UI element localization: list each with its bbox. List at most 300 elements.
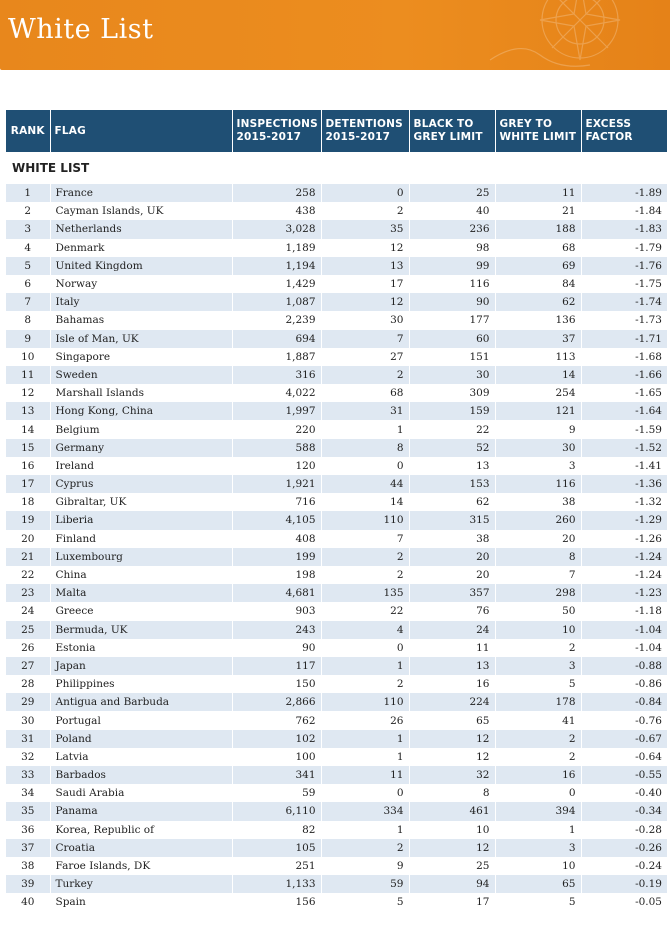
cell-inspections: 2,866 <box>232 693 321 711</box>
cell-detentions: 1 <box>321 657 409 675</box>
cell-inspections: 105 <box>232 839 321 857</box>
cell-flag: Germany <box>50 439 232 457</box>
cell-excess-factor: -0.64 <box>581 748 667 766</box>
cell-rank: 30 <box>6 711 50 729</box>
cell-black-to-grey: 309 <box>409 384 495 402</box>
cell-excess-factor: -1.75 <box>581 275 667 293</box>
table-row <box>6 384 667 402</box>
table-row <box>6 893 667 911</box>
cell-inspections: 117 <box>232 657 321 675</box>
cell-grey-to-white: 0 <box>495 784 581 802</box>
cell-rank: 1 <box>6 184 50 202</box>
cell-flag: Cayman Islands, UK <box>50 202 232 220</box>
cell-black-to-grey: 315 <box>409 511 495 529</box>
cell-inspections: 258 <box>232 184 321 202</box>
cell-grey-to-white: 7 <box>495 566 581 584</box>
cell-excess-factor: -1.24 <box>581 548 667 566</box>
cell-grey-to-white: 394 <box>495 802 581 820</box>
cell-excess-factor: -1.59 <box>581 420 667 438</box>
cell-inspections: 341 <box>232 766 321 784</box>
cell-rank: 25 <box>6 621 50 639</box>
cell-grey-to-white: 3 <box>495 657 581 675</box>
cell-black-to-grey: 20 <box>409 566 495 584</box>
cell-grey-to-white: 11 <box>495 184 581 202</box>
cell-detentions: 11 <box>321 766 409 784</box>
cell-flag: Turkey <box>50 875 232 893</box>
cell-detentions: 12 <box>321 239 409 257</box>
cell-flag: Gibraltar, UK <box>50 493 232 511</box>
cell-detentions: 2 <box>321 548 409 566</box>
cell-black-to-grey: 13 <box>409 457 495 475</box>
cell-detentions: 2 <box>321 566 409 584</box>
cell-detentions: 0 <box>321 457 409 475</box>
cell-flag: Hong Kong, China <box>50 402 232 420</box>
header-rank: RANK <box>6 110 50 152</box>
cell-grey-to-white: 9 <box>495 420 581 438</box>
cell-excess-factor: -0.26 <box>581 839 667 857</box>
cell-black-to-grey: 24 <box>409 621 495 639</box>
cell-detentions: 59 <box>321 875 409 893</box>
table-row <box>6 711 667 729</box>
cell-flag: Sweden <box>50 366 232 384</box>
cell-black-to-grey: 17 <box>409 893 495 911</box>
cell-rank: 31 <box>6 730 50 748</box>
cell-detentions: 2 <box>321 675 409 693</box>
cell-grey-to-white: 116 <box>495 475 581 493</box>
cell-flag: Bermuda, UK <box>50 621 232 639</box>
cell-excess-factor: -0.28 <box>581 821 667 839</box>
cell-excess-factor: -1.65 <box>581 384 667 402</box>
cell-flag: Croatia <box>50 839 232 857</box>
cell-detentions: 31 <box>321 402 409 420</box>
cell-excess-factor: -1.52 <box>581 439 667 457</box>
cell-grey-to-white: 5 <box>495 893 581 911</box>
cell-inspections: 694 <box>232 330 321 348</box>
cell-rank: 6 <box>6 275 50 293</box>
cell-rank: 15 <box>6 439 50 457</box>
cell-rank: 23 <box>6 584 50 602</box>
cell-black-to-grey: 10 <box>409 821 495 839</box>
table-row <box>6 184 667 202</box>
cell-grey-to-white: 121 <box>495 402 581 420</box>
cell-excess-factor: -0.86 <box>581 675 667 693</box>
cell-detentions: 4 <box>321 621 409 639</box>
table-row <box>6 857 667 875</box>
cell-grey-to-white: 10 <box>495 621 581 639</box>
cell-flag: Spain <box>50 893 232 911</box>
cell-rank: 17 <box>6 475 50 493</box>
cell-rank: 4 <box>6 239 50 257</box>
table-row <box>6 366 667 384</box>
cell-rank: 5 <box>6 257 50 275</box>
cell-excess-factor: -1.89 <box>581 184 667 202</box>
cell-black-to-grey: 12 <box>409 839 495 857</box>
cell-inspections: 4,022 <box>232 384 321 402</box>
cell-rank: 39 <box>6 875 50 893</box>
table-row <box>6 257 667 275</box>
cell-inspections: 198 <box>232 566 321 584</box>
cell-inspections: 716 <box>232 493 321 511</box>
cell-flag: Latvia <box>50 748 232 766</box>
table-row <box>6 657 667 675</box>
cell-excess-factor: -1.64 <box>581 402 667 420</box>
cell-black-to-grey: 60 <box>409 330 495 348</box>
cell-inspections: 4,105 <box>232 511 321 529</box>
cell-detentions: 14 <box>321 493 409 511</box>
cell-grey-to-white: 1 <box>495 821 581 839</box>
cell-rank: 40 <box>6 893 50 911</box>
cell-inspections: 1,189 <box>232 239 321 257</box>
cell-detentions: 9 <box>321 857 409 875</box>
cell-excess-factor: -1.04 <box>581 639 667 657</box>
cell-grey-to-white: 178 <box>495 693 581 711</box>
cell-excess-factor: -0.05 <box>581 893 667 911</box>
cell-inspections: 3,028 <box>232 220 321 238</box>
cell-inspections: 1,429 <box>232 275 321 293</box>
table-header-row <box>6 110 667 152</box>
cell-rank: 37 <box>6 839 50 857</box>
cell-black-to-grey: 22 <box>409 420 495 438</box>
cell-grey-to-white: 2 <box>495 730 581 748</box>
cell-inspections: 588 <box>232 439 321 457</box>
cell-inspections: 2,239 <box>232 311 321 329</box>
cell-inspections: 1,887 <box>232 348 321 366</box>
cell-excess-factor: -1.26 <box>581 530 667 548</box>
cell-black-to-grey: 40 <box>409 202 495 220</box>
cell-grey-to-white: 10 <box>495 857 581 875</box>
cell-black-to-grey: 236 <box>409 220 495 238</box>
cell-excess-factor: -1.74 <box>581 293 667 311</box>
table-row <box>6 748 667 766</box>
table-row <box>6 202 667 220</box>
cell-inspections: 762 <box>232 711 321 729</box>
cell-detentions: 2 <box>321 839 409 857</box>
cell-flag: Faroe Islands, DK <box>50 857 232 875</box>
cell-inspections: 1,133 <box>232 875 321 893</box>
table-row <box>6 621 667 639</box>
cell-excess-factor: -0.34 <box>581 802 667 820</box>
table-row <box>6 784 667 802</box>
cell-excess-factor: -1.18 <box>581 602 667 620</box>
cell-detentions: 1 <box>321 730 409 748</box>
cell-inspections: 408 <box>232 530 321 548</box>
cell-grey-to-white: 2 <box>495 748 581 766</box>
cell-black-to-grey: 98 <box>409 239 495 257</box>
cell-grey-to-white: 69 <box>495 257 581 275</box>
cell-rank: 33 <box>6 766 50 784</box>
cell-rank: 20 <box>6 530 50 548</box>
header-excess-factor: EXCESS FACTOR <box>581 110 667 152</box>
cell-grey-to-white: 21 <box>495 202 581 220</box>
cell-rank: 7 <box>6 293 50 311</box>
cell-flag: China <box>50 566 232 584</box>
cell-excess-factor: -1.83 <box>581 220 667 238</box>
cell-rank: 9 <box>6 330 50 348</box>
cell-flag: Greece <box>50 602 232 620</box>
cell-rank: 19 <box>6 511 50 529</box>
table-row <box>6 566 667 584</box>
cell-excess-factor: -0.24 <box>581 857 667 875</box>
cell-flag: Bahamas <box>50 311 232 329</box>
cell-excess-factor: -1.73 <box>581 311 667 329</box>
cell-excess-factor: -0.19 <box>581 875 667 893</box>
cell-detentions: 8 <box>321 439 409 457</box>
cell-flag: Netherlands <box>50 220 232 238</box>
cell-grey-to-white: 16 <box>495 766 581 784</box>
cell-inspections: 156 <box>232 893 321 911</box>
cell-detentions: 2 <box>321 202 409 220</box>
cell-grey-to-white: 65 <box>495 875 581 893</box>
cell-rank: 27 <box>6 657 50 675</box>
cell-inspections: 316 <box>232 366 321 384</box>
cell-detentions: 334 <box>321 802 409 820</box>
cell-flag: Italy <box>50 293 232 311</box>
cell-rank: 8 <box>6 311 50 329</box>
cell-inspections: 4,681 <box>232 584 321 602</box>
cell-excess-factor: -0.55 <box>581 766 667 784</box>
cell-detentions: 1 <box>321 420 409 438</box>
cell-excess-factor: -1.68 <box>581 348 667 366</box>
cell-rank: 34 <box>6 784 50 802</box>
cell-grey-to-white: 3 <box>495 839 581 857</box>
cell-black-to-grey: 224 <box>409 693 495 711</box>
cell-inspections: 100 <box>232 748 321 766</box>
cell-black-to-grey: 90 <box>409 293 495 311</box>
cell-detentions: 7 <box>321 530 409 548</box>
cell-flag: United Kingdom <box>50 257 232 275</box>
table-row <box>6 275 667 293</box>
table-row <box>6 293 667 311</box>
table-row <box>6 802 667 820</box>
cell-excess-factor: -0.76 <box>581 711 667 729</box>
cell-grey-to-white: 20 <box>495 530 581 548</box>
cell-flag: Korea, Republic of <box>50 821 232 839</box>
cell-rank: 38 <box>6 857 50 875</box>
cell-inspections: 6,110 <box>232 802 321 820</box>
cell-flag: Antigua and Barbuda <box>50 693 232 711</box>
cell-rank: 14 <box>6 420 50 438</box>
cell-rank: 11 <box>6 366 50 384</box>
cell-excess-factor: -1.23 <box>581 584 667 602</box>
cell-grey-to-white: 188 <box>495 220 581 238</box>
cell-detentions: 1 <box>321 748 409 766</box>
cell-detentions: 30 <box>321 311 409 329</box>
cell-grey-to-white: 260 <box>495 511 581 529</box>
cell-grey-to-white: 3 <box>495 457 581 475</box>
cell-detentions: 1 <box>321 821 409 839</box>
cell-black-to-grey: 25 <box>409 184 495 202</box>
title-banner <box>0 0 670 70</box>
cell-excess-factor: -0.88 <box>581 657 667 675</box>
header-detentions: DETENTIONS 2015-2017 <box>321 110 409 152</box>
table-row <box>6 766 667 784</box>
cell-grey-to-white: 38 <box>495 493 581 511</box>
cell-detentions: 44 <box>321 475 409 493</box>
cell-excess-factor: -0.84 <box>581 693 667 711</box>
cell-black-to-grey: 153 <box>409 475 495 493</box>
cell-black-to-grey: 20 <box>409 548 495 566</box>
cell-inspections: 1,997 <box>232 402 321 420</box>
cell-rank: 13 <box>6 402 50 420</box>
table-row <box>6 511 667 529</box>
cell-rank: 2 <box>6 202 50 220</box>
table-row <box>6 602 667 620</box>
table-row <box>6 730 667 748</box>
section-label: WHITE LIST <box>12 161 90 175</box>
table-row <box>6 457 667 475</box>
cell-grey-to-white: 136 <box>495 311 581 329</box>
cell-grey-to-white: 37 <box>495 330 581 348</box>
cell-inspections: 903 <box>232 602 321 620</box>
cell-detentions: 0 <box>321 184 409 202</box>
cell-detentions: 35 <box>321 220 409 238</box>
cell-flag: Belgium <box>50 420 232 438</box>
cell-inspections: 438 <box>232 202 321 220</box>
table-row <box>6 639 667 657</box>
cell-grey-to-white: 2 <box>495 639 581 657</box>
cell-rank: 3 <box>6 220 50 238</box>
cell-rank: 10 <box>6 348 50 366</box>
cell-excess-factor: -1.76 <box>581 257 667 275</box>
cell-black-to-grey: 32 <box>409 766 495 784</box>
cell-inspections: 199 <box>232 548 321 566</box>
table-row <box>6 239 667 257</box>
cell-black-to-grey: 16 <box>409 675 495 693</box>
cell-black-to-grey: 461 <box>409 802 495 820</box>
cell-rank: 26 <box>6 639 50 657</box>
table-row <box>6 475 667 493</box>
cell-black-to-grey: 25 <box>409 857 495 875</box>
cell-inspections: 220 <box>232 420 321 438</box>
cell-inspections: 1,921 <box>232 475 321 493</box>
cell-inspections: 90 <box>232 639 321 657</box>
cell-flag: Japan <box>50 657 232 675</box>
table-row <box>6 348 667 366</box>
cell-black-to-grey: 11 <box>409 639 495 657</box>
white-list-table <box>6 110 667 912</box>
table-row <box>6 493 667 511</box>
cell-excess-factor: -1.04 <box>581 621 667 639</box>
cell-black-to-grey: 151 <box>409 348 495 366</box>
header-flag: FLAG <box>50 110 232 152</box>
cell-black-to-grey: 177 <box>409 311 495 329</box>
cell-flag: Singapore <box>50 348 232 366</box>
cell-inspections: 1,087 <box>232 293 321 311</box>
cell-black-to-grey: 30 <box>409 366 495 384</box>
page-title: White List <box>8 14 154 45</box>
cell-detentions: 135 <box>321 584 409 602</box>
cell-inspections: 102 <box>232 730 321 748</box>
cell-detentions: 68 <box>321 384 409 402</box>
table-row <box>6 584 667 602</box>
white-list-table-container <box>6 110 667 912</box>
cell-excess-factor: -1.71 <box>581 330 667 348</box>
cell-detentions: 0 <box>321 639 409 657</box>
cell-flag: Barbados <box>50 766 232 784</box>
table-row <box>6 420 667 438</box>
table-row <box>6 530 667 548</box>
header-inspections: INSPECTIONS 2015-2017 <box>232 110 321 152</box>
cell-flag: Liberia <box>50 511 232 529</box>
cell-detentions: 27 <box>321 348 409 366</box>
cell-flag: Isle of Man, UK <box>50 330 232 348</box>
cell-flag: Luxembourg <box>50 548 232 566</box>
cell-flag: Panama <box>50 802 232 820</box>
cell-grey-to-white: 62 <box>495 293 581 311</box>
table-row <box>6 330 667 348</box>
cell-excess-factor: -0.67 <box>581 730 667 748</box>
cell-flag: Portugal <box>50 711 232 729</box>
cell-grey-to-white: 68 <box>495 239 581 257</box>
cell-black-to-grey: 94 <box>409 875 495 893</box>
cell-detentions: 110 <box>321 511 409 529</box>
cell-detentions: 5 <box>321 893 409 911</box>
cell-flag: Cyprus <box>50 475 232 493</box>
cell-inspections: 1,194 <box>232 257 321 275</box>
section-row <box>6 152 667 184</box>
cell-flag: Denmark <box>50 239 232 257</box>
cell-black-to-grey: 12 <box>409 730 495 748</box>
cell-flag: Philippines <box>50 675 232 693</box>
table-row <box>6 875 667 893</box>
cell-black-to-grey: 52 <box>409 439 495 457</box>
cell-black-to-grey: 38 <box>409 530 495 548</box>
cell-rank: 22 <box>6 566 50 584</box>
cell-grey-to-white: 5 <box>495 675 581 693</box>
cell-rank: 28 <box>6 675 50 693</box>
cell-black-to-grey: 99 <box>409 257 495 275</box>
header-black-to-grey: BLACK TO GREY LIMIT <box>409 110 495 152</box>
cell-excess-factor: -0.40 <box>581 784 667 802</box>
cell-grey-to-white: 14 <box>495 366 581 384</box>
cell-flag: Norway <box>50 275 232 293</box>
cell-rank: 12 <box>6 384 50 402</box>
table-row <box>6 311 667 329</box>
cell-detentions: 2 <box>321 366 409 384</box>
cell-rank: 36 <box>6 821 50 839</box>
cell-inspections: 150 <box>232 675 321 693</box>
cell-detentions: 7 <box>321 330 409 348</box>
cell-black-to-grey: 62 <box>409 493 495 511</box>
cell-excess-factor: -1.32 <box>581 493 667 511</box>
cell-grey-to-white: 8 <box>495 548 581 566</box>
table-row <box>6 839 667 857</box>
cell-black-to-grey: 116 <box>409 275 495 293</box>
cell-rank: 29 <box>6 693 50 711</box>
cell-flag: Marshall Islands <box>50 384 232 402</box>
cell-black-to-grey: 12 <box>409 748 495 766</box>
cell-black-to-grey: 13 <box>409 657 495 675</box>
cell-rank: 35 <box>6 802 50 820</box>
cell-rank: 32 <box>6 748 50 766</box>
cell-black-to-grey: 8 <box>409 784 495 802</box>
table-row <box>6 402 667 420</box>
cell-grey-to-white: 30 <box>495 439 581 457</box>
cell-excess-factor: -1.41 <box>581 457 667 475</box>
cell-excess-factor: -1.36 <box>581 475 667 493</box>
cell-grey-to-white: 84 <box>495 275 581 293</box>
cell-grey-to-white: 113 <box>495 348 581 366</box>
cell-detentions: 13 <box>321 257 409 275</box>
cell-flag: France <box>50 184 232 202</box>
cell-black-to-grey: 76 <box>409 602 495 620</box>
table-row <box>6 675 667 693</box>
table-row <box>6 693 667 711</box>
cell-inspections: 243 <box>232 621 321 639</box>
cell-detentions: 22 <box>321 602 409 620</box>
cell-flag: Ireland <box>50 457 232 475</box>
cell-detentions: 26 <box>321 711 409 729</box>
